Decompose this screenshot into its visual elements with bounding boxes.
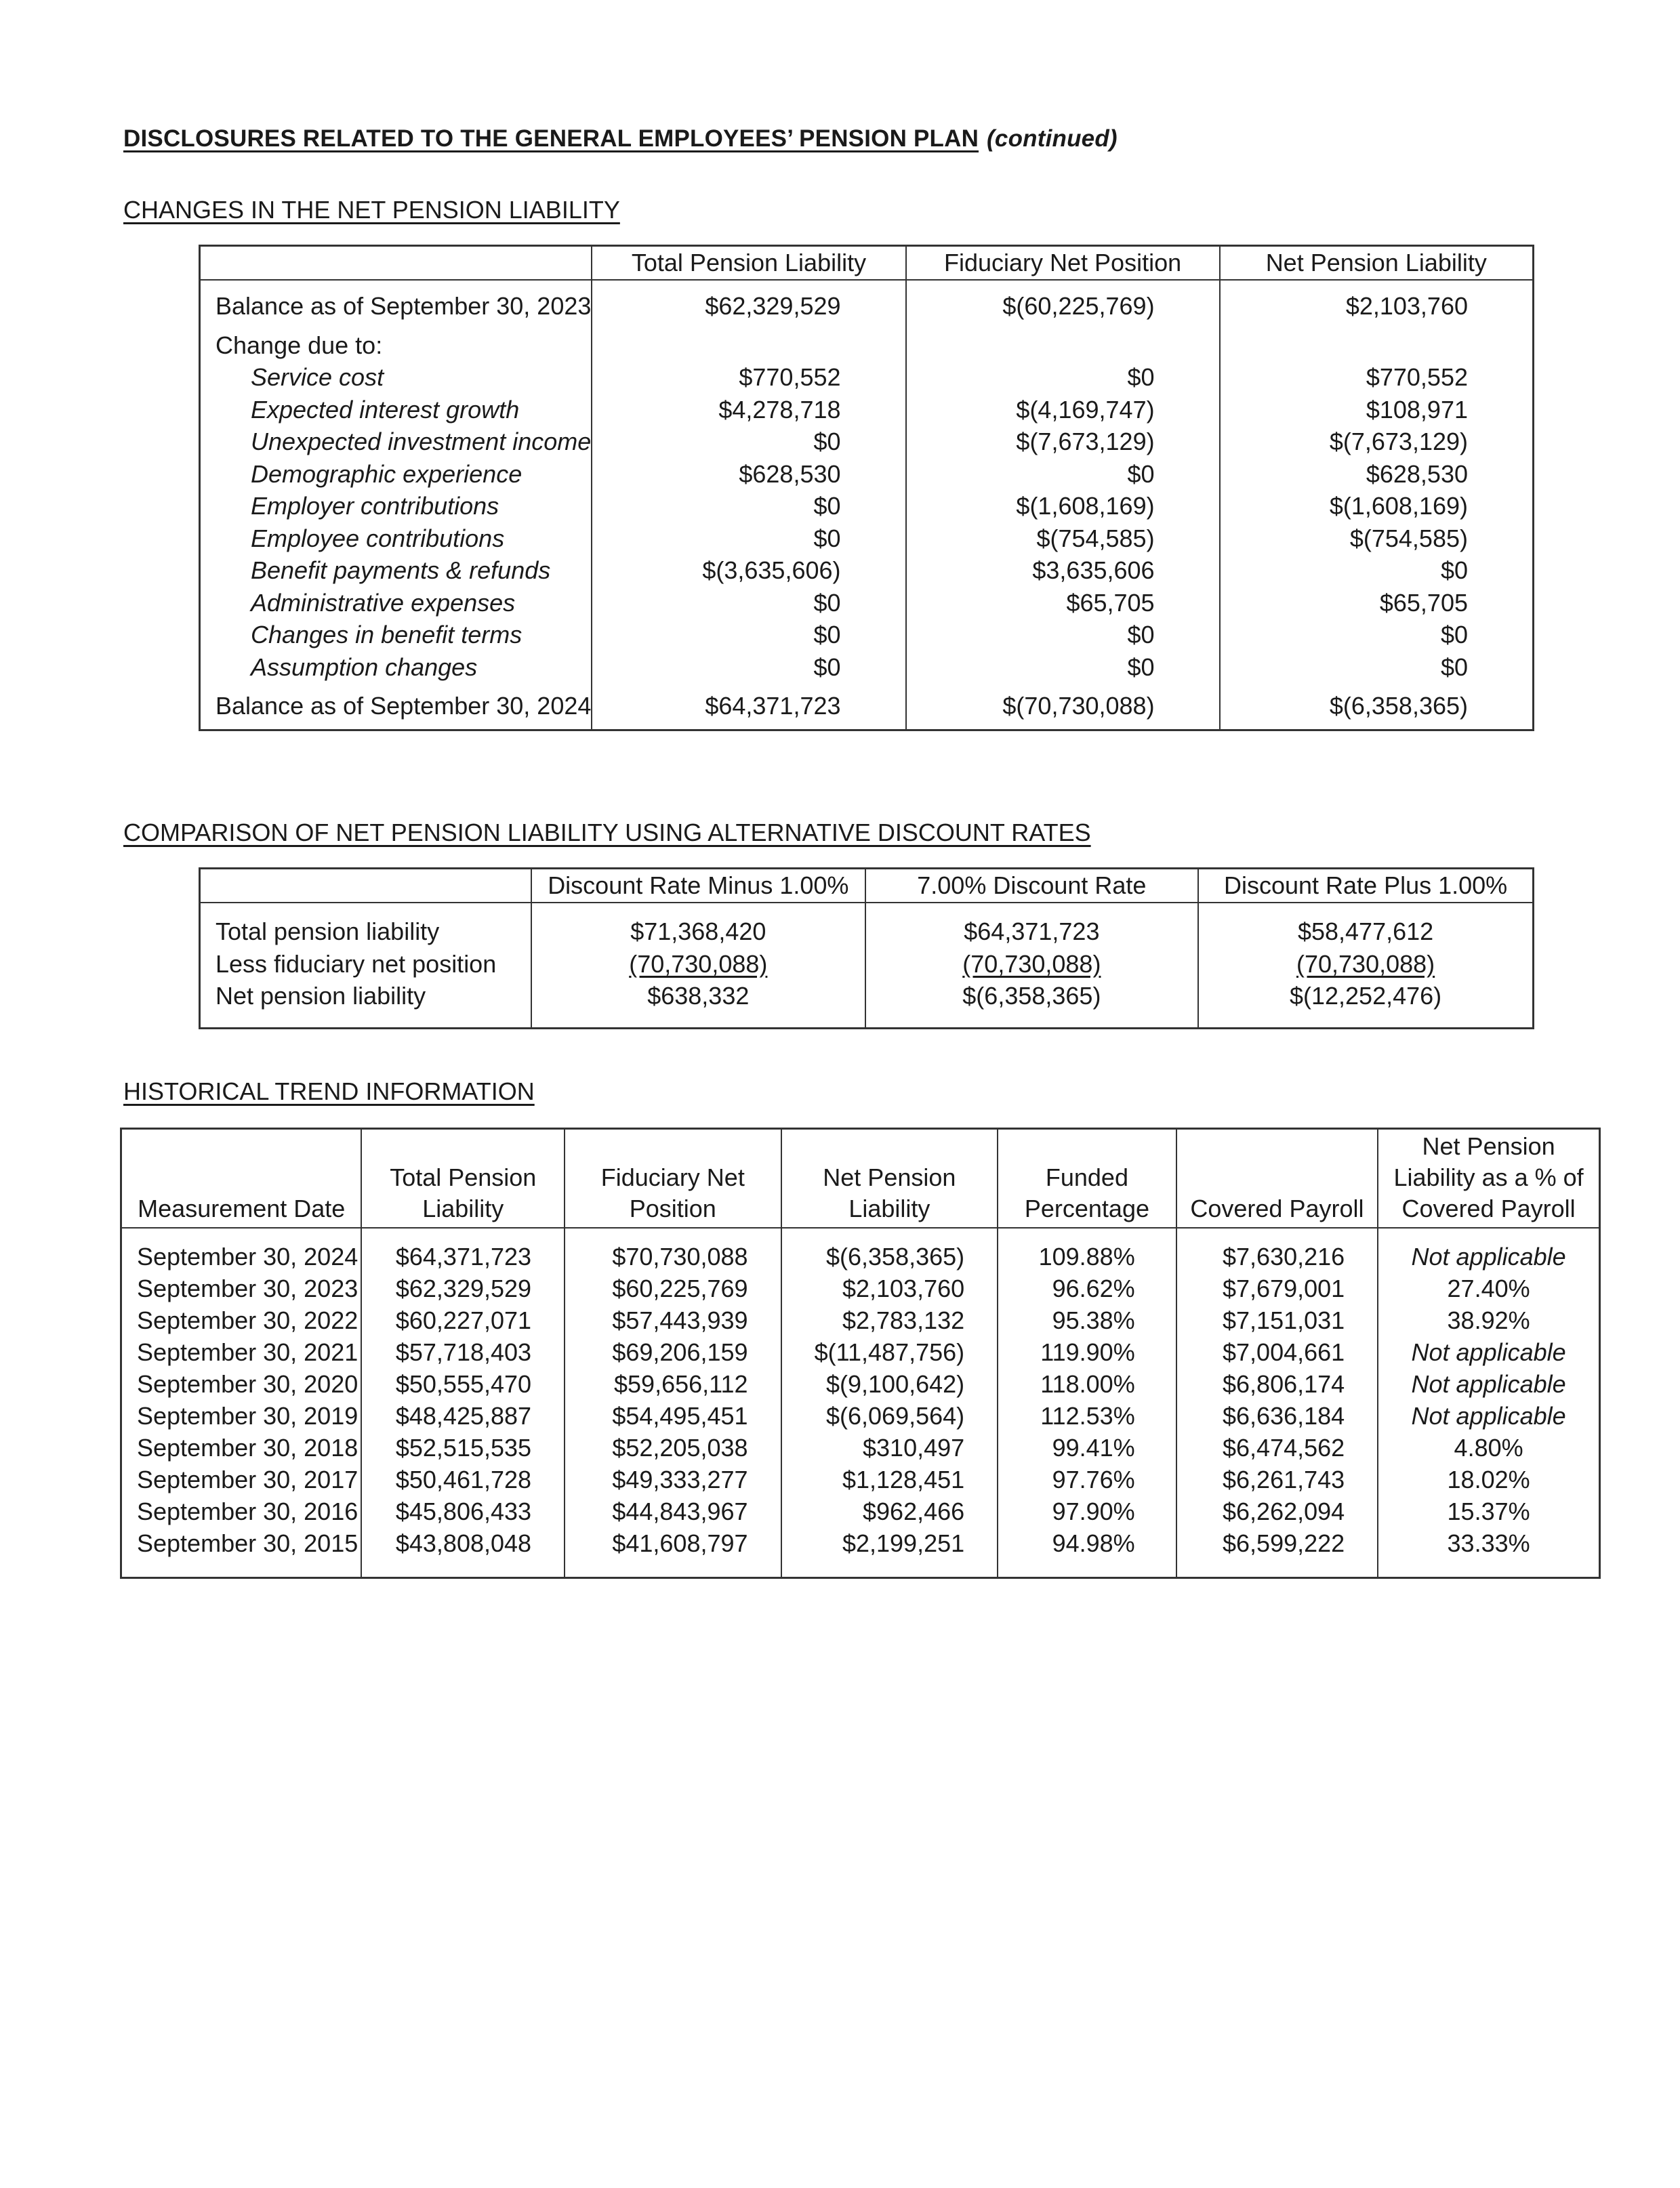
row-label: Net pension liability [200,980,532,1028]
historical-row [121,1527,1600,1578]
measurement-date: September 30, 2023 [121,1273,362,1304]
row-value: $(754,585) [906,522,1220,555]
row-value: 18.02% [1378,1464,1599,1495]
row-value: $57,443,939 [565,1304,781,1336]
row-value: $0 [592,619,905,651]
row-label: Benefit payments & refunds [200,554,592,587]
row-value [531,903,865,948]
row-value: $(7,673,129) [906,426,1220,458]
change-due-to-row [200,329,1534,362]
row-value: 27.40% [1378,1273,1599,1304]
changes-header-col: Total Pension Liability [592,246,905,281]
measurement-date: September 30, 2018 [121,1432,362,1464]
historical-row [121,1464,1600,1495]
row-value: $2,103,760 [1220,280,1534,329]
measurement-date: September 30, 2020 [121,1368,362,1400]
row-value: $(7,673,129) [1220,426,1534,458]
row-label: Unexpected investment income [200,426,592,458]
row-value: $(6,358,365) [1220,690,1534,730]
row-label: Employer contributions [200,490,592,522]
closing-balance-row [200,690,1534,730]
row-value: 95.38% [998,1304,1176,1336]
row-value: 118.00% [998,1368,1176,1400]
row-value: $0 [1220,619,1534,651]
change-due-to-label: Change due to: [200,329,592,362]
value-text: $58,477,612 [1297,917,1434,945]
row-value [1198,948,1533,981]
row-value [865,980,1199,1028]
row-value [865,903,1199,948]
historical-header-col: Net Pension Liability [781,1129,998,1229]
historical-table [120,1128,1601,1579]
page-title [123,125,1118,152]
row-value: $7,004,661 [1176,1336,1378,1368]
row-value [531,948,865,981]
change-row [200,587,1534,619]
row-value: 97.90% [998,1495,1176,1527]
row-value: $70,730,088 [565,1228,781,1273]
change-row [200,619,1534,651]
row-value: $0 [592,522,905,555]
change-row [200,361,1534,394]
historical-row [121,1400,1600,1432]
measurement-date: September 30, 2019 [121,1400,362,1432]
row-label: Changes in benefit terms [200,619,592,651]
row-value: $7,151,031 [1176,1304,1378,1336]
change-row [200,458,1534,491]
historical-heading: HISTORICAL TREND INFORMATION [123,1077,535,1105]
page-title-suffix: (continued) [987,125,1118,152]
row-value: $2,199,251 [781,1527,998,1578]
row-value: 33.33% [1378,1527,1599,1578]
row-value: $62,329,529 [361,1273,565,1304]
row-label: Less fiduciary net position [200,948,532,981]
row-value: $0 [1220,651,1534,690]
row-value: $770,552 [1220,361,1534,394]
row-value: $41,608,797 [565,1527,781,1578]
row-label: Employee contributions [200,522,592,555]
comparison-heading: COMPARISON OF NET PENSION LIABILITY USING ALTERNATIVE DISCOUNT RATES [123,819,1091,846]
historical-row [121,1304,1600,1336]
measurement-date: September 30, 2016 [121,1495,362,1527]
row-value [865,948,1199,981]
historical-header-col: Fiduciary Net Position [565,1129,781,1229]
row-value: $6,261,743 [1176,1464,1378,1495]
row-label: Demographic experience [200,458,592,491]
value-text: (70,730,088) [1296,949,1435,978]
historical-row [121,1336,1600,1368]
row-value: $60,227,071 [361,1304,565,1336]
historical-header-row [121,1129,1600,1229]
row-value: $6,474,562 [1176,1432,1378,1464]
row-label: Expected interest growth [200,394,592,426]
row-value: $0 [906,619,1220,651]
row-value: $6,806,174 [1176,1368,1378,1400]
row-value: $7,630,216 [1176,1228,1378,1273]
row-value: $(70,730,088) [906,690,1220,730]
page-title-main: DISCLOSURES RELATED TO THE GENERAL EMPLOYEES’ PENSION PLAN [123,125,979,152]
row-label: Balance as of September 30, 2024 [200,690,592,730]
row-value: 96.62% [998,1273,1176,1304]
row-value: $6,599,222 [1176,1527,1378,1578]
historical-header-col: Net Pension Liability as a % of Covered Payroll [1378,1129,1599,1229]
historical-header-col: Total Pension Liability [361,1129,565,1229]
row-value: 99.41% [998,1432,1176,1464]
historical-row [121,1368,1600,1400]
row-value: $0 [592,587,905,619]
empty-cell [592,329,905,362]
comparison-header-col: 7.00% Discount Rate [865,869,1199,903]
row-value [1198,980,1533,1028]
row-value: $62,329,529 [592,280,905,329]
row-value: Not applicable [1378,1368,1599,1400]
historical-row [121,1273,1600,1304]
row-value: $(3,635,606) [592,554,905,587]
row-value: $3,635,606 [906,554,1220,587]
row-value: $0 [906,651,1220,690]
row-value: $49,333,277 [565,1464,781,1495]
row-value: $0 [1220,554,1534,587]
value-text: $638,332 [647,982,750,1010]
comparison-row [200,948,1534,981]
row-value: 119.90% [998,1336,1176,1368]
row-value: $7,679,001 [1176,1273,1378,1304]
comparison-table [199,867,1534,1029]
row-value: $54,495,451 [565,1400,781,1432]
row-label: Balance as of September 30, 2023 [200,280,592,329]
row-value: $2,103,760 [781,1273,998,1304]
row-value: $57,718,403 [361,1336,565,1368]
historical-header-col: Funded Percentage [998,1129,1176,1229]
row-value: Not applicable [1378,1336,1599,1368]
row-label: Assumption changes [200,651,592,690]
row-value: $50,461,728 [361,1464,565,1495]
row-value: $43,808,048 [361,1527,565,1578]
historical-row [121,1432,1600,1464]
row-value: $4,278,718 [592,394,905,426]
row-value: $0 [906,361,1220,394]
empty-cell [1220,329,1534,362]
historical-header-col: Covered Payroll [1176,1129,1378,1229]
row-value: $310,497 [781,1432,998,1464]
changes-header-col: Net Pension Liability [1220,246,1534,281]
value-text: $(6,358,365) [962,982,1101,1010]
row-value: Not applicable [1378,1228,1599,1273]
value-text: (70,730,088) [962,949,1101,978]
row-value: $628,530 [592,458,905,491]
row-value: $2,783,132 [781,1304,998,1336]
row-value: $0 [592,426,905,458]
row-value: $(1,608,169) [1220,490,1534,522]
measurement-date: September 30, 2017 [121,1464,362,1495]
value-text: $71,368,420 [630,917,766,945]
comparison-header-col: Discount Rate Minus 1.00% [531,869,865,903]
row-label: Total pension liability [200,903,532,948]
historical-row [121,1495,1600,1527]
row-value: 4.80% [1378,1432,1599,1464]
row-value: $65,705 [1220,587,1534,619]
row-value: $(60,225,769) [906,280,1220,329]
row-value: 97.76% [998,1464,1176,1495]
value-text: $64,371,723 [964,917,1100,945]
change-row [200,522,1534,555]
row-value: $(9,100,642) [781,1368,998,1400]
row-value: 112.53% [998,1400,1176,1432]
row-value [531,980,865,1028]
row-value: $108,971 [1220,394,1534,426]
change-row [200,394,1534,426]
row-value: $(6,358,365) [781,1228,998,1273]
row-value [1198,903,1533,948]
value-text: (70,730,088) [629,949,768,978]
comparison-header-row [200,869,1534,903]
changes-heading: CHANGES IN THE NET PENSION LIABILITY [123,196,620,224]
row-value: Not applicable [1378,1400,1599,1432]
change-row [200,651,1534,690]
measurement-date: September 30, 2024 [121,1228,362,1273]
row-value: $60,225,769 [565,1273,781,1304]
value-text: $(12,252,476) [1289,982,1442,1010]
measurement-date: September 30, 2015 [121,1527,362,1578]
row-value: $6,636,184 [1176,1400,1378,1432]
changes-header-col: Fiduciary Net Position [906,246,1220,281]
row-value: $69,206,159 [565,1336,781,1368]
comparison-header-col: Discount Rate Plus 1.00% [1198,869,1533,903]
changes-header-row [200,246,1534,281]
historical-row [121,1228,1600,1273]
row-value: $(4,169,747) [906,394,1220,426]
row-value: $770,552 [592,361,905,394]
row-label: Service cost [200,361,592,394]
change-row [200,426,1534,458]
comparison-row [200,903,1534,948]
row-value: $(754,585) [1220,522,1534,555]
change-row [200,490,1534,522]
row-value: $50,555,470 [361,1368,565,1400]
row-value: $6,262,094 [1176,1495,1378,1527]
row-value: $48,425,887 [361,1400,565,1432]
row-value: $44,843,967 [565,1495,781,1527]
row-value: $628,530 [1220,458,1534,491]
row-value: 15.37% [1378,1495,1599,1527]
opening-balance-row [200,280,1534,329]
historical-header-col: Measurement Date [121,1129,362,1229]
row-value: $(1,608,169) [906,490,1220,522]
row-value: $(6,069,564) [781,1400,998,1432]
row-value: $52,515,535 [361,1432,565,1464]
changes-table [199,245,1534,731]
row-value: $59,656,112 [565,1368,781,1400]
row-label: Administrative expenses [200,587,592,619]
row-value: $962,466 [781,1495,998,1527]
comparison-row [200,980,1534,1028]
row-value: 94.98% [998,1527,1176,1578]
row-value: $0 [906,458,1220,491]
row-value: $45,806,433 [361,1495,565,1527]
row-value: $64,371,723 [361,1228,565,1273]
row-value: $65,705 [906,587,1220,619]
measurement-date: September 30, 2021 [121,1336,362,1368]
row-value: $1,128,451 [781,1464,998,1495]
change-row [200,554,1534,587]
row-value: $52,205,038 [565,1432,781,1464]
row-value: $0 [592,651,905,690]
row-value: 109.88% [998,1228,1176,1273]
row-value: $0 [592,490,905,522]
row-value: $(11,487,756) [781,1336,998,1368]
measurement-date: September 30, 2022 [121,1304,362,1336]
comparison-header-blank [200,869,532,903]
empty-cell [906,329,1220,362]
row-value: $64,371,723 [592,690,905,730]
changes-header-blank [200,246,592,281]
row-value: 38.92% [1378,1304,1599,1336]
